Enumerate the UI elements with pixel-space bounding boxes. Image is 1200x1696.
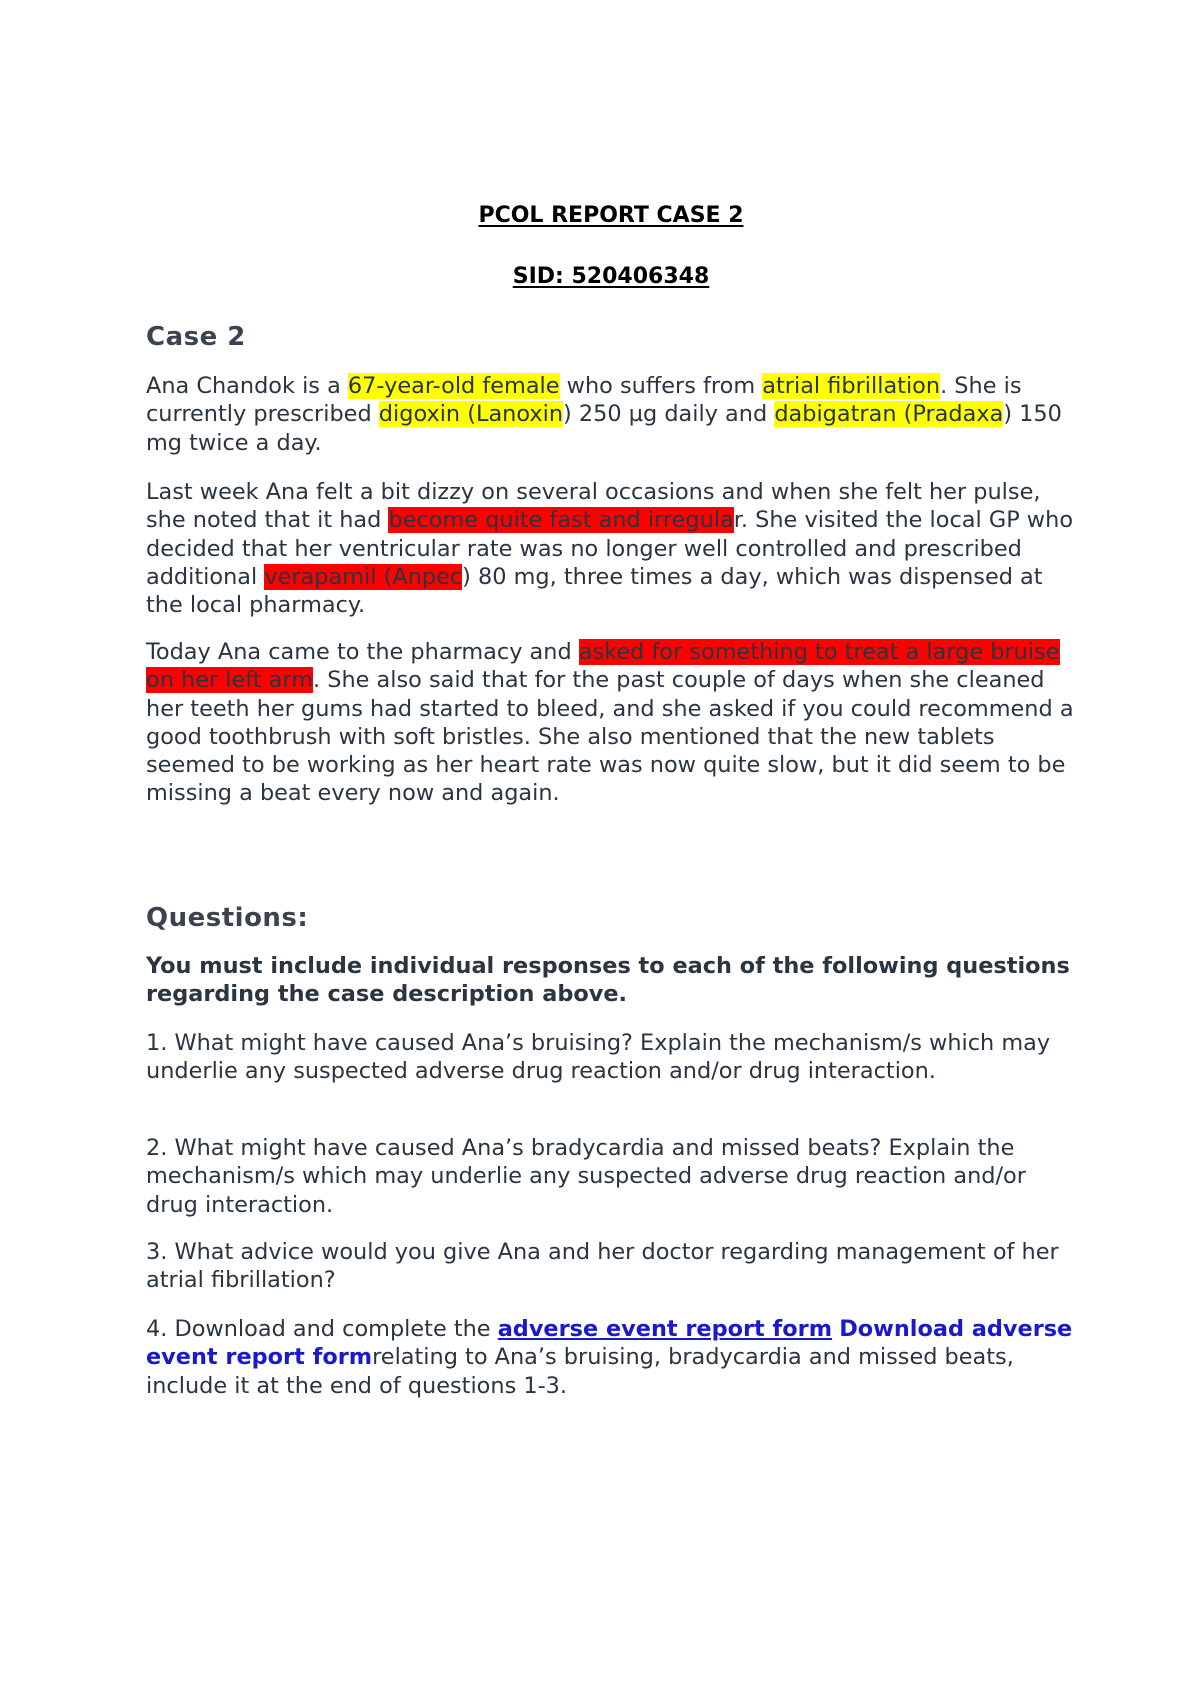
highlight-red: verapamil (Anpec: [264, 563, 463, 590]
question-2: 2. What might have caused Ana’s bradycardia and missed beats? Explain the mechanism/s which may underlie any suspected adverse drug reaction and/or drug interaction.: [146, 1135, 1026, 1218]
text-run: . She also said that for the past couple of days when she cleaned her teeth her gums had started to bleed, and she asked if you could recommend a good toothbrush with soft bristles. She also mentioned that the new tablets seemed to be working as her heart rate was now quite slow, but it did seem to be missing a beat every now and again.: [146, 667, 1074, 807]
text-run: Ana Chandok is a: [146, 373, 348, 399]
case-paragraph-3: [146, 638, 1076, 808]
highlight-red: asked for something to treat a large bruise on her left arm: [146, 639, 1060, 694]
case-paragraph-1: [146, 372, 1076, 457]
text-run: 4. Download and complete the: [146, 1316, 498, 1342]
text-run: Last week Ana felt a bit dizzy on several occasions and when she felt her pulse, she noted that it had: [146, 479, 1041, 534]
text-run: ) 250 µg daily and: [563, 401, 775, 428]
questions-heading: Questions:: [146, 903, 309, 933]
text-run: r. She visited the local GP who decided that her ventricular rate was no longer well controlled and prescribed additional: [146, 507, 1074, 590]
adverse-event-form-link[interactable]: adverse event report form: [497, 1316, 833, 1342]
question-1: 1. What might have caused Ana’s bruising? Explain the mechanism/s which may underlie any suspected adverse drug reaction and/or drug interaction.: [146, 1030, 1051, 1085]
text-run: . She is currently prescribed: [146, 373, 1022, 428]
text-run: relating to Ana’s bruising, bradycardia and missed beats, include it at the end of questions 1-3.: [146, 1344, 1014, 1399]
question-3: 3. What advice would you give Ana and her doctor regarding management of her atrial fibrillation?: [146, 1239, 1059, 1294]
question-4: [146, 1315, 1076, 1400]
highlight-yellow: digoxin (Lanoxin: [378, 401, 564, 428]
case-heading: Case 2: [146, 322, 246, 352]
text-run: who suffers from: [559, 373, 763, 399]
highlight-yellow: 67-year-old female: [347, 373, 560, 399]
highlight-red: become quite fast and irregula: [388, 507, 734, 534]
download-form-link[interactable]: Download adverse event report form: [146, 1316, 1073, 1371]
highlight-yellow: dabigatran (Pradaxa: [774, 401, 1004, 428]
highlight-yellow: atrial fibrillation: [762, 373, 941, 399]
text-run: ) 80 mg, three times a day, which was dispensed at the local pharmacy.: [146, 563, 1043, 619]
report-title: PCOL REPORT CASE 2: [478, 203, 744, 228]
text-run: Today Ana came to the pharmacy and: [146, 639, 579, 665]
instruction-text: You must include individual responses to each of the following questions regarding the case description above.: [146, 953, 1070, 1008]
case-paragraph-2: [146, 478, 1076, 619]
text-run: ) 150 mg twice a day.: [146, 401, 1062, 456]
student-id: SID: 520406348: [512, 264, 710, 289]
